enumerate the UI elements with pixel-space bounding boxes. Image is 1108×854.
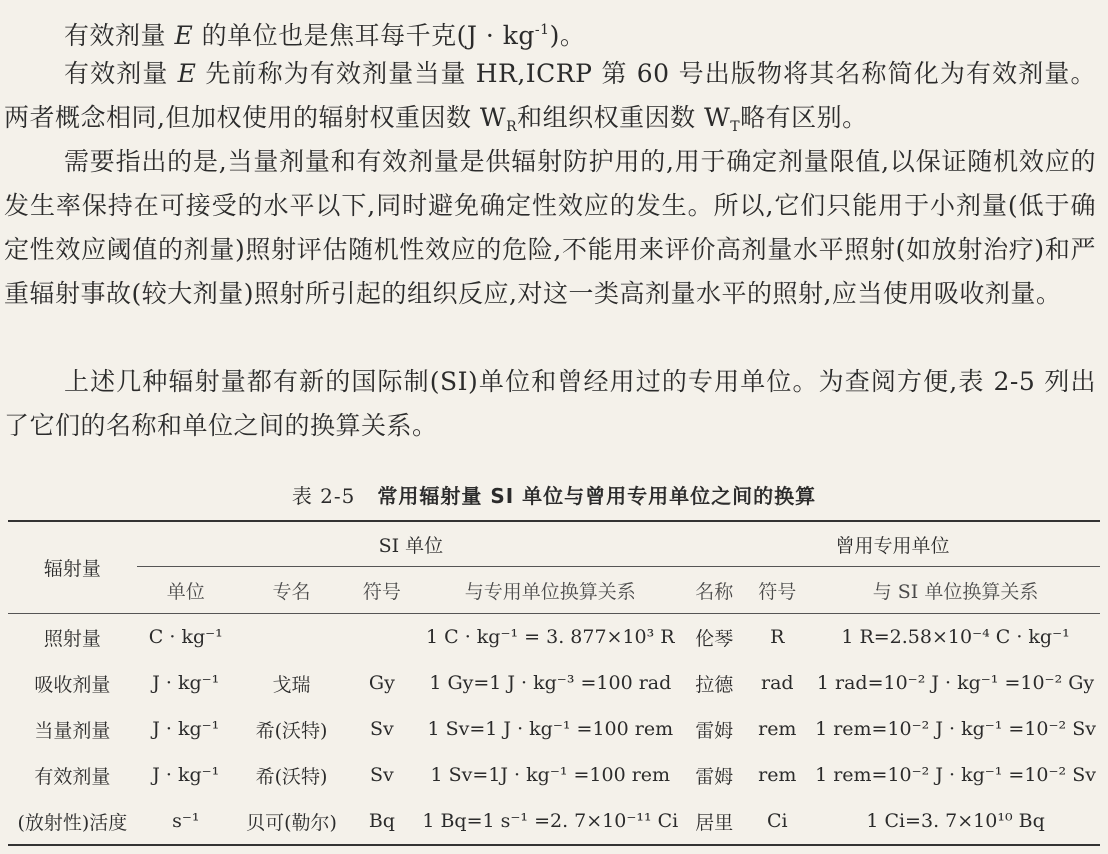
paragraph-effective-dose-history: 有效剂量 E 先前称为有效剂量当量 HR,ICRP 第 60 号出版物将其名称简化为有效剂量。两者概念相同,但加权使用的辐射权重因数 $W_R$和组织权重因数 $W_T$略有区别。: [4, 59, 1096, 135]
cell-conversion: 1 Sv=1J · kg⁻¹ =100 rem: [430, 764, 671, 786]
cell-quantity: 吸收剂量: [34, 673, 111, 696]
cell-old-symbol: R: [770, 626, 785, 648]
table-row: [8, 614, 1100, 661]
cell-name: 希(沃特): [255, 719, 328, 742]
cell-old-symbol: Ci: [766, 810, 788, 832]
paragraph-effective-dose-unit: 有效剂量 E 的单位也是焦耳每千克$(J \cdot kg^{-1})$。: [64, 21, 586, 50]
cell-unit: J · kg⁻¹: [152, 672, 220, 694]
cell-old-name: 居里: [695, 811, 734, 834]
header-old-symbol: 符号: [758, 580, 797, 603]
cell-unit: C · kg⁻¹: [148, 626, 223, 648]
cell-old-conversion: 1 rem=10⁻² J · kg⁻¹ =10⁻² Sv: [815, 718, 1096, 740]
cell-symbol: Sv: [370, 718, 394, 740]
cell-old-name: 伦琴: [695, 627, 734, 650]
table-row: [8, 660, 1100, 706]
cell-conversion: 1 C · kg⁻¹ = 3. 877×10³ R: [426, 626, 675, 648]
table-row: [8, 798, 1100, 845]
cell-quantity: 照射量: [43, 627, 101, 650]
cell-old-symbol: rem: [758, 764, 797, 786]
cell-conversion: 1 Gy=1 J · kg⁻³ =100 rad: [429, 672, 672, 694]
header-old-group: 曾用专用单位: [685, 521, 1100, 567]
cell-old-symbol: rem: [758, 718, 797, 740]
cell-unit: s⁻¹: [172, 810, 200, 832]
table-row: [8, 706, 1100, 752]
table-caption-number: 表 2-5: [291, 484, 356, 508]
cell-symbol: Bq: [368, 810, 395, 832]
cell-symbol: Sv: [370, 764, 394, 786]
cell-old-symbol: rad: [760, 672, 794, 694]
cell-old-name: 拉德: [695, 673, 734, 696]
cell-conversion: 1 Sv=1 J · kg⁻¹ =100 rem: [427, 718, 674, 740]
header-old-conversion: 与 SI 单位换算关系: [872, 580, 1039, 603]
cell-old-conversion: 1 R=2.58×10⁻⁴ C · kg⁻¹: [841, 626, 1070, 648]
cell-unit: J · kg⁻¹: [152, 718, 220, 740]
header-si-name: 专名: [272, 580, 311, 603]
cell-old-conversion: 1 Ci=3. 7×10¹⁰ Bq: [866, 810, 1045, 832]
cell-old-name: 雷姆: [695, 765, 734, 788]
unit-conversion-table: [8, 520, 1100, 846]
table-caption: [0, 480, 1108, 509]
cell-conversion: 1 Bq=1 s⁻¹ =2. 7×10⁻¹¹ Ci: [422, 810, 679, 832]
table-caption-title: 常用辐射量 SI 单位与曾用专用单位之间的换算: [377, 484, 817, 508]
header-quantity: 辐射量: [8, 521, 137, 614]
cell-name: 希(沃特): [255, 765, 328, 788]
header-si-unit: 单位: [166, 580, 205, 603]
cell-quantity: 当量剂量: [34, 719, 111, 742]
paragraph-dose-usage-note: 需要指出的是,当量剂量和有效剂量是供辐射防护用的,用于确定剂量限值,以保证随机效应的发生率保持在可接受的水平以下,同时避免确定性效应的发生。所以,它们只能用于小剂量(低于确定性效应阈值的剂量)照射评估随机性效应的危险,不能用来评价高剂量水平照射(如放射治疗)和严重辐射事故(较大剂量)照射所引起的组织反应,对这一类高剂量水平的照射,应当使用吸收剂量。: [4, 147, 1096, 308]
header-si-group: SI 单位: [137, 521, 685, 567]
cell-name: 戈瑞: [272, 673, 311, 696]
cell-name: 贝可(勒尔): [246, 811, 337, 834]
cell-unit: J · kg⁻¹: [152, 764, 220, 786]
cell-name: [235, 614, 348, 661]
header-old-name: 名称: [695, 580, 734, 603]
cell-quantity: (放射性)活度: [17, 811, 128, 834]
cell-old-conversion: 1 rad=10⁻² J · kg⁻¹ =10⁻² Gy: [816, 672, 1095, 694]
cell-quantity: 有效剂量: [34, 765, 111, 788]
table-row: [8, 752, 1100, 798]
header-si-conversion: 与专用单位换算关系: [464, 580, 636, 603]
header-si-symbol: 符号: [362, 580, 401, 603]
cell-symbol: Gy: [368, 672, 395, 694]
cell-old-conversion: 1 rem=10⁻² J · kg⁻¹ =10⁻² Sv: [815, 764, 1096, 786]
cell-symbol: [348, 614, 415, 661]
cell-old-name: 雷姆: [695, 719, 734, 742]
paragraph-unit-table-intro: 上述几种辐射量都有新的国际制(SI)单位和曾经用过的专用单位。为查阅方便,表 2-5 列出了它们的名称和单位之间的换算关系。: [4, 367, 1096, 440]
